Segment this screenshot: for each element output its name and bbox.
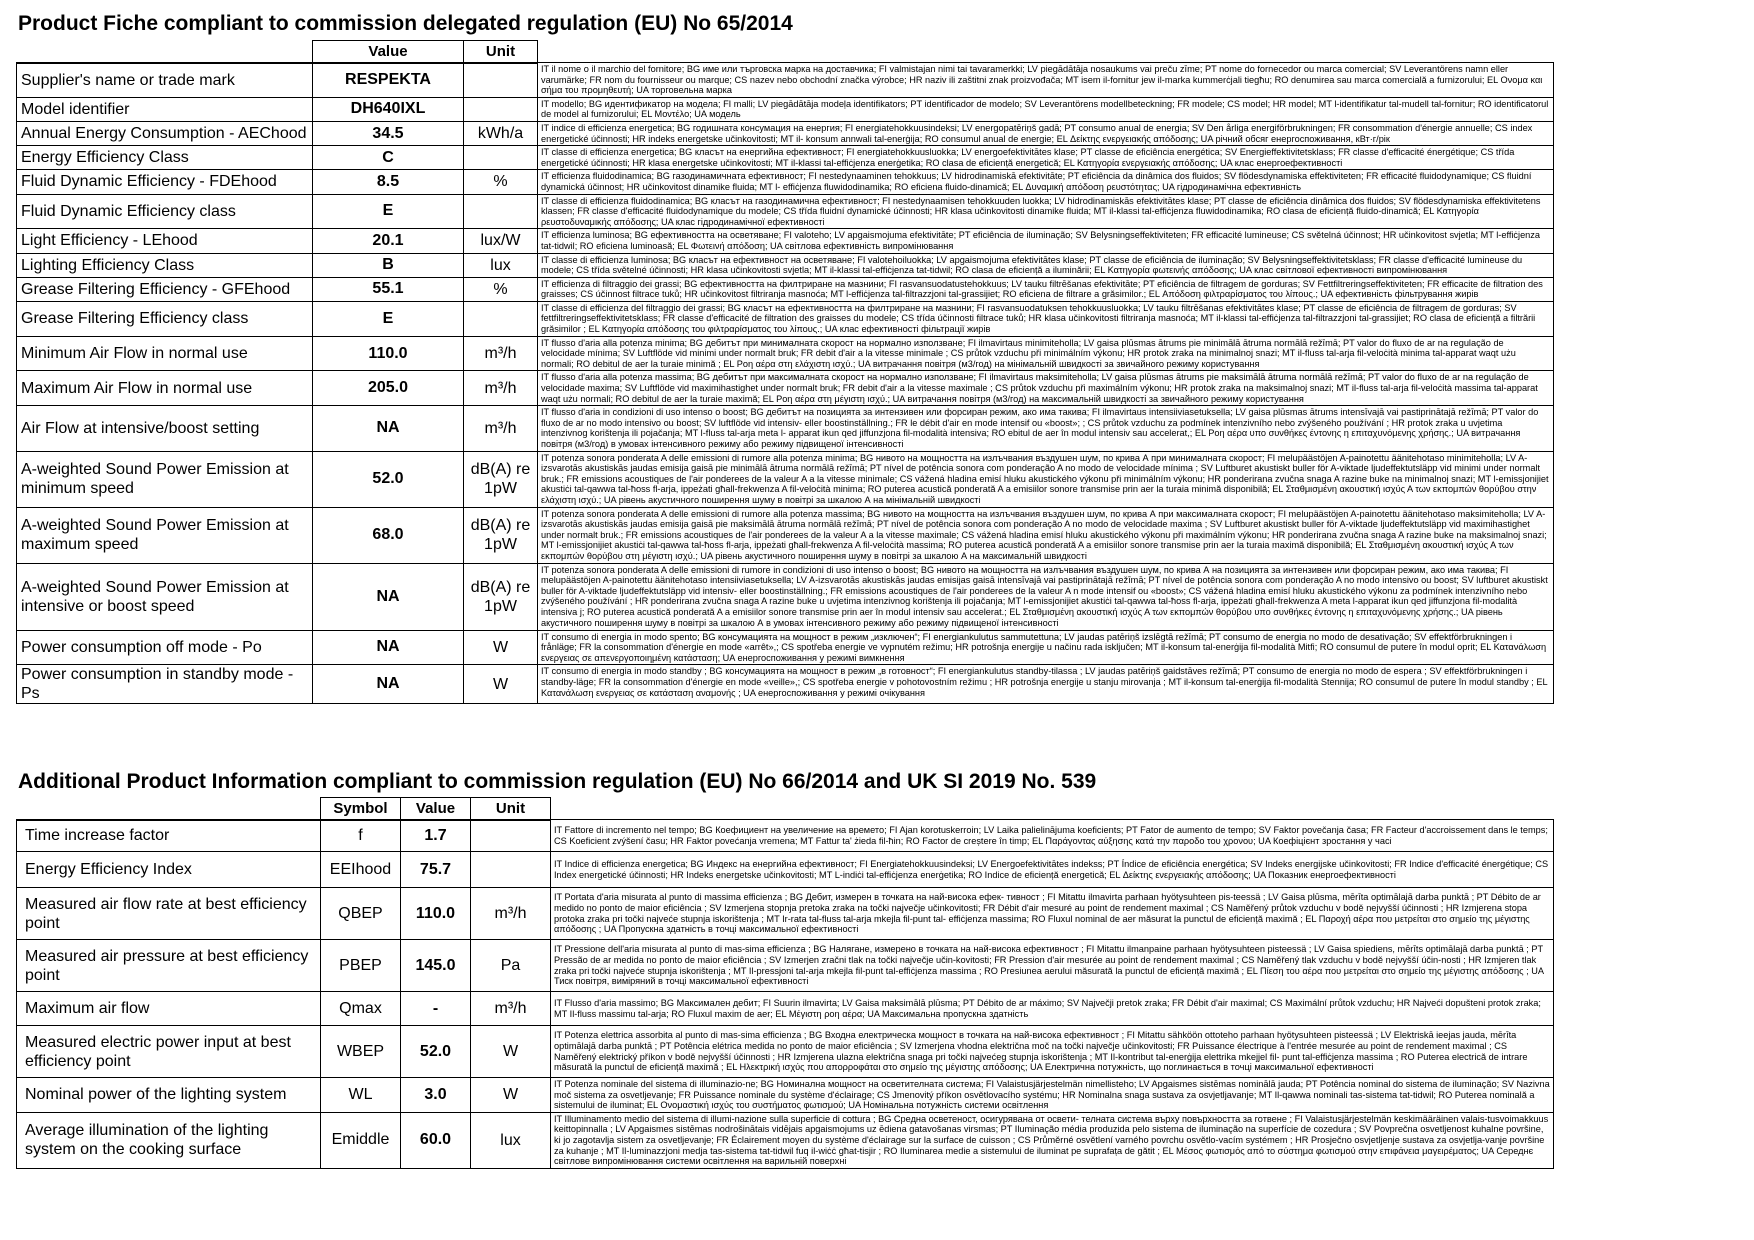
row-symbol: PBEP (321, 940, 401, 992)
row-label: Supplier's name or trade mark (17, 63, 313, 98)
row-unit: W (464, 630, 538, 665)
row-value: 110.0 (401, 888, 471, 940)
row-translations: IT consumo di energia in modo spento; BG консумацията на мощност в режим „изключен“; FI energiankulutus sammutettuna; LV jaudas patēriņš izslēgtā režīmā; PT consumo de energia no modo de desativação; SV effektförbrukningen i frånläge; FR la consommation d'énergie en mode «arrêt»,; CS spotřeba energie ve vypnutém režimu; HR potrošnja energije u načinu rada isključen; MT il-konsum tal-enerġija fil-modalità Mitfi; RO consumul de putere în modul oprit; EL Κατανάλωση ενεργειας σε απενεργοποιημένη κατάσταση; UA енергоспоживання у режимі вимкнення (538, 630, 1554, 665)
row-unit (464, 146, 538, 170)
table-row (17, 507, 1554, 563)
row-translations: IT Flusso d'aria massimo; BG Максимален дебит; FI Suurin ilmavirta; LV Gaisa maksimālā plūsma; PT Débito de ar máximo; SV Največji pretok zraka; FR Débit d'air maximal; CS Maximální průtok vzduchu; HR Najveći dopušteni protok zraka; MT Il-fluss massimu tal-arja; RO Fluxul maxim de aer; EL Μέγιστη ροη αέρα; UA Максимальна пропускна здатність (551, 992, 1554, 1026)
row-value: 55.1 (313, 277, 464, 301)
row-translations: IT Indice di efficienza energetica; BG Индекс на енергийна ефективност; FI Energiatehokkuusindeksi; LV Energoefektivitātes indekss; PT Índice de eficiência energética; SV Indeks energijske učinkovitosti; FR Indice d'efficacité énergétique; CS Index energetické účinnosti; HR Indeks energetske učinkovitosti; MT L-indiċi tal-effiċjenza enerġetika; RO Indice de eficiență energetică; EL Δείκτης ενεργειακής απόδοσης; UA Показник енергоефективності (551, 852, 1554, 888)
table-row (17, 146, 1554, 170)
row-translations: IT flusso d'aria alla potenza massima; BG дебитът при максималната скорост на нормално използване; FI ilmavirtaus maksimiteholla; LV gaisa plūsmas ātrums pie maksimālā ātruma normālā režīmā; PT valor do fluxo de ar na regulação de velocidade maxima; SV Luftflöde vid maximihastighet under normalt bruk; FR debit d'air a la vitesse maximale ; CS průtok vzduchu při maximálním výkonu; HR protok zraka na maksimalnoj snazi; MT il-fluss tal-arja fil-veloċità massima tal-apparat waqt użu normali; RO debitul de aer la turaie maximă; EL Ροη αέρα στη μέγιστη ισχύ.; UA витрачання повітря (м3/год) на максимальній швидкості за звичайного режиму користування (538, 371, 1554, 406)
row-value: NA (313, 630, 464, 665)
row-translations: IT Fattore di incremento nel tempo; BG Коефициент на увеличение на времето; FI Ajan korotuskerroin; LV Laika palielinājuma koeficients; PT Fator de aumento de tempo; SV Faktor povečanja časa; FR Facteur d'accroissement dans le temps; CS Koeficient zvýšení času; HR Faktor povećanja vremena; MT Fattur ta' żieda fil-ħin; RO Factor de creștere în timp; EL Παράγοντας αύξησης κατά την παροδο του χρονου; UA Коефіцієнт зростання у часі (551, 820, 1554, 852)
table-row (17, 665, 1554, 704)
row-label: Maximum Air Flow in normal use (17, 371, 313, 406)
row-symbol: WL (321, 1078, 401, 1113)
product-fiche-table (16, 40, 1554, 704)
row-label: Power consumption off mode - Po (17, 630, 313, 665)
row-translations: IT Potenza nominale del sistema di illuminazio-ne; BG Номинална мощност на осветителната система; FI Valaistusjärjestelmän nimellisteho; LV Apgaismes sistēmas nominālā jauda; PT Potência nominal do sistema de iluminação; SV Nazivna moč sistema za osvetljevanje; FR Puissance nominale du système d'éclairage; CS Jmenovitý příkon osvětlovacího systému; HR Nominalna snaga sustava za osvjetljavanje; MT Il-qawwa nominali tas-sistema tat-tidwil; RO Puterea nominală a sistemului de iluminat; EL Ονομαστική ισχύς του συστήματος φωτισμού; UA Номінальна потужність системи освітлення (551, 1078, 1554, 1113)
table-row (17, 630, 1554, 665)
row-value: RESPEKTA (313, 63, 464, 98)
row-label: Nominal power of the lighting system (17, 1078, 321, 1113)
table-row (17, 121, 1554, 145)
table-row (17, 940, 1554, 992)
row-translations: IT efficienza fluidodinamica; BG газодинамичната ефективност; FI nestedynaaminen tehokkuus; LV hidrodinamiskā efektivitāte; PT eficiência da dinâmica dos fluidos; SV flödesdynamiska effektiviteten; FR efficacité fluidodynamique; CS fluidní dynamická účinnost; HR učinkovitost dinamike fluida; MT l- effiċjenza fluwidodinamika; RO eficiena fluido-dinamică; EL Δυναμική απόδοση ρευστότητας; UA гідродинамічна ефективність (538, 170, 1554, 194)
row-value: DH640IXL (313, 97, 464, 121)
row-value: 110.0 (313, 336, 464, 371)
table-row (17, 301, 1554, 336)
row-unit (471, 820, 551, 852)
row-translations: IT potenza sonora ponderata A delle emissioni di rumore in condizioni di uso intenso o boost; BG нивото на мощността на излъчвания въздушен шум, по крива А на позицията за интензивен или форсиран режим, ако има такива; FI melupäästöjen A-painotettu äänitehotaso intensiiviasetuksella; LV A-izsvarotās akustiskās jaudas emisijas gaisā intensīvajā vai pastiprinātajā režīmā; PT nível de potência sonora com ponderação A no modo intensivo ou boost; SV luftburet akustiskt buller för A-viktade ljudeffektutsläpp vid intensiv- eller boostinställning.; FR emissions acoustiques de l'air ponderees de la valeur A n mode intensif ou «boost»; CS vážená hladina emisí hluku akustického výkonu za podmínek intenzivního nebo zvýšeného používání ; HR ponderirana zvučna snaga A razine buke u uvjetima intenzivnog korištenja ili pojačanja; MT l-emissjonijiet akustiċi tal-qawwa tal-ħoss fl-arja, ippeżati għall-frekwenza A meta l-apparat ikun qed jiffunzjona fil-modalità intensiva j; RO puterea acustică ponderată A a emisiilor sonore transmise prin aer în modul intensiv sau accelerat.; EL Σταθμισμένη ακουστική ισχύς Α των εκπομπών θορύβου υπο συνθήκες έντονης η επιταχυνόμενης χρήσης.; UA рівень акустичного поширення шуму в повітрі за шкалою А в умовах інтенсивного режиму або режиму підвищеної інтенсивності (538, 563, 1554, 630)
row-label: A-weighted Sound Power Emission at minimum speed (17, 451, 313, 507)
row-unit: lux/W (464, 229, 538, 253)
table-row (17, 194, 1554, 229)
row-label: Power consumption in standby mode - Ps (17, 665, 313, 704)
row-unit (471, 852, 551, 888)
table-row (17, 63, 1554, 98)
row-label: Measured electric power input at best efficiency point (17, 1026, 321, 1078)
row-label: Energy Efficiency Index (17, 852, 321, 888)
row-symbol: Emiddle (321, 1112, 401, 1168)
row-translations: IT efficienza di filtraggio dei grassi; BG ефективността на филтриране на мазнини; FI rasvansuodatustehokkuus; LV tauku filtrēšanas efektivitāte; PT eficiência de filtragem de gorduras; SV Fettfiltreringseffektiviteten; FR efficacite de filtration des graisses; CS účinnost filtrace tuků; HR učinkovitost filtriranja masnoća; MT l-effiċjenza tal-filtrazzjoni tal-grassijiet; RO eficiena de filtrare a grăsimilor.; EL Απόδοση φιλτραρίσματος του λίπους.; UA ефективність фільтрування жирів (538, 277, 1554, 301)
row-value: E (313, 301, 464, 336)
table-row (17, 820, 1554, 852)
row-label: Minimum Air Flow in normal use (17, 336, 313, 371)
row-symbol: EEIhood (321, 852, 401, 888)
row-value: 75.7 (401, 852, 471, 888)
row-unit: m³/h (464, 336, 538, 371)
row-unit: % (464, 170, 538, 194)
row-unit: lux (471, 1112, 551, 1168)
row-value: 52.0 (313, 451, 464, 507)
row-unit: dB(A) re 1pW (464, 451, 538, 507)
row-value: 68.0 (313, 507, 464, 563)
row-unit: m³/h (471, 888, 551, 940)
header-unit: Unit (471, 798, 551, 820)
row-unit: kWh/a (464, 121, 538, 145)
fiche-header-row (17, 41, 1554, 63)
row-value: NA (313, 406, 464, 451)
row-label: Time increase factor (17, 820, 321, 852)
table-row (17, 253, 1554, 277)
row-unit: dB(A) re 1pW (464, 563, 538, 630)
row-unit (464, 301, 538, 336)
row-unit (464, 194, 538, 229)
table-row (17, 1078, 1554, 1113)
table-row (17, 451, 1554, 507)
table-row (17, 97, 1554, 121)
table-row (17, 229, 1554, 253)
row-label: Air Flow at intensive/boost setting (17, 406, 313, 451)
row-unit: dB(A) re 1pW (464, 507, 538, 563)
row-unit: m³/h (471, 992, 551, 1026)
table-row (17, 371, 1554, 406)
row-label: Energy Efficiency Class (17, 146, 313, 170)
row-value: NA (313, 665, 464, 704)
additional-info-title: Additional Product Information compliant to commission regulation (EU) No 66/2014 and UK SI 2019 No. 539 (18, 770, 1097, 793)
row-translations: IT indice di efficienza energetica; BG годишната консумация на енергия; FI energiatehokkuusindeksi; LV energopatēriņš gadā; PT consumo anual de energia; SV Den årliga energiförbrukningen; FR consommation d'énergie annuelle; CS index energetické účinnosti; HR indeks energetske učinkovitosti; MT il- konsum annwali tal-enerġija; RO consumul anual de energie; EL Δείκτης ενεργειακής απόδοσης; UA річний обсяг енергоспоживання, кВт·г/рік (538, 121, 1554, 145)
header-symbol: Symbol (321, 798, 401, 820)
fiche-title: Product Fiche compliant to commission delegated regulation (EU) No 65/2014 (18, 12, 793, 35)
row-translations: IT Portata d'aria misurata al punto di massima efficienza ; BG Дебит, измерен в точката на най-висока ефек- тивност ; FI Mitattu ilmavirta parhaan hyötysuhteen pis-teessä ; LV Gaisa plūsma, mērīta optimālajā darba punktā ; PT Débito de ar medido no ponto de maior eficiência ; SV Izmerjena stopnja pretoka zraka na točki največje učinkovitosti; FR Débit d'air mesuré au point de rendement maximal ; CS Naměřený průtok vzduchu v bodě nejvyšší účinnosti ; HR Izmjerena stopa protoka zraka pri točki najveće stupnja iskorištenja ; MT Ir-rata tal-fluss tal-arja mkejla fil-punt tal- effiċjenza massima; RO Fluxul nominal de aer măsurat la punctul de eficiență maximă ; EL Παροχή αέρα που μετρείται στο σημείο της μέγιστης απόδοσης ; UA Пропускна здатність в точці максимальної ефективності (551, 888, 1554, 940)
row-translations: IT flusso d'aria alla potenza minima; BG дебитът при минималната скорост на нормално използване; FI ilmavirtaus minimiteholla; LV gaisa plūsmas ātrums pie minimālā ātruma normālā režīmā; PT valor do fluxo de ar na regulação de velocidade mínima; SV Luftflöde vid minimi under normalt bruk; FR debit d'air a la vitesse minimale ; CS průtok vzduchu při minimálním výkonu; HR protok zraka na minimalnoj snazi; MT il-fluss tal-arja fil-veloċità minima tal-apparat waqt użu normali; RO debitul de aer la turaie minimă ; EL Ροη αέρα στη ελάχιστη ισχύ.; UA витрачання повітря (м3/год) на мінімальній швидкості за звичайного режиму користування (538, 336, 1554, 371)
table-row (17, 1026, 1554, 1078)
row-value: NA (313, 563, 464, 630)
row-label: Grease Filtering Efficiency class (17, 301, 313, 336)
row-label: Grease Filtering Efficiency - GFEhood (17, 277, 313, 301)
row-translations: IT Illuminamento medio del sistema di illumi-nazione sulla superficie di cottura ; BG Средна осветеност, осигурявана от освети- телната система върху повърхността за готвене ; FI Valaistusjärjestelmän keskimääräinen valais-tusvoimakkuus keittopinnalla ; LV Apgaismes sistēmas nodrošinātais vidējais apgaismojums uz ēdiena gatavošanas virsmas; PT Iluminação média produzida pelo sistema de iluminação na superfície de cozedura ; SV Povprečna osvetljenost kuhalne površine, ki jo zagotavlja sistem za osvetljevanje; FR Éclairement moyen du système d'éclairage sur la surface de cuisson ; CS Průměrné osvětlení varného povrchu osvětlo-vacím systémem ; HR Prosječno osvjetljenje sustava za osvjetlja-vanje površine za kuhanje ; MT Il-luminazzjoni medja tas-sistema tat-tidwil fuq il-wiċċ għat-tisjir ; RO Iluminarea medie a sistemului de iluminat pe suprafața de gătit ; EL Μέσος φωτισμός από το σύστημα φωτισμού στην επιφάνεια μαγειρέματος; UA Середнє світлове випромінювання системи освітлення на варильній поверхні (551, 1112, 1554, 1168)
row-translations: IT il nome o il marchio del fornitore; BG име или търговска марка на доставчика; FI valmistajan nimi tai tavaramerkki; LV piegādātāja nosaukums vai preču zīme; PT nome do fornecedor ou marca comercial; SV Leverantörens namn eller varumärke; FR nom du fournisseur ou marque; CS nazev nebo obchodní značka výrobce; HR naziv ili zaštitni znak proizvođača; MT isem il-fornitur jew il-marka kummerċjali tiegħu; RO denumirea sau marca comercială a furnizorului; EL Ονομα και σήμα του προμηθευτή; UA торговельна марка (538, 63, 1554, 98)
row-unit (464, 97, 538, 121)
table-row (17, 277, 1554, 301)
row-translations: IT modello; BG идентификатор на модела; FI malli; LV piegādātāja modeļa identifikators; PT identificador de modelo; SV Leverantörens modellbeteckning; FR modele; CS model; HR model; MT l-identifikatur tal-mudell tal-fornitur; RO identificatorul de model al furnizorului; EL Μοντέλο; UA модель (538, 97, 1554, 121)
row-translations: IT classe di efficienza del filtraggio dei grassi; BG класът на ефективността на филтриране на мазнини; FI rasvansuodatuksen tehokkuusluokka; LV tauku filtrēšanas efektivitātes klase; PT classe de eficiência de filtragem de gorduras; SV fettfiltreringseffektivitetsklass; FR classe d'efficacité de filtration des graisses du modele; CS třída účinnosti filtrace tuků; HR klasa učinkovitosti filtriranja masnoća; MT il-klassi tal-effiċjenza tal-filtrazzjoni tal-grassijiet; RO clasa de eficiență a filtrării grăsimilor ; EL Κατηγορία απόδοσης του φιλτραρίσματος του λίπους.; UA клас ефективності фільтрації жирів (538, 301, 1554, 336)
table-row (17, 336, 1554, 371)
row-value: C (313, 146, 464, 170)
row-unit: W (471, 1078, 551, 1113)
row-label: Light Efficiency - LEhood (17, 229, 313, 253)
row-value: B (313, 253, 464, 277)
row-label: Fluid Dynamic Efficiency - FDEhood (17, 170, 313, 194)
row-value: E (313, 194, 464, 229)
row-unit: m³/h (464, 406, 538, 451)
row-translations: IT consumo di energia in modo standby ; BG консумацията на мощност в режим „в готовност“; FI energiankulutus standby-tilassa ; LV jaudas patēriņš gaidstāves režīmā; PT consumo de energia no modo de espera ; SV effektförbrukningen i standby-läge; FR la consommation d'énergie en mode «veille»,; CS spotřeba energie v pohotovostním režimu ; HR potrošnja energije u stanju mirovanja ; MT il-konsum tal-enerġija fil-modalità Stennija; RO consumul de putere în modul standby ; EL Κατανάλωση ενεργειας σε κατάσταση αναμονής ; UA енергоспоживання у режимі очікування (538, 665, 1554, 704)
row-value: 1.7 (401, 820, 471, 852)
row-value: 8.5 (313, 170, 464, 194)
header-value: Value (401, 798, 471, 820)
row-label: Average illumination of the lighting system on the cooking surface (17, 1112, 321, 1168)
table-row (17, 170, 1554, 194)
row-translations: IT Pressione dell'aria misurata al punto di mas-sima efficienza ; BG Налягане, измерено в точката на най-висока ефективност ; FI Mitattu ilmanpaine parhaan hyötysuhteen pisteessä ; LV Gaisa spiediens, mērīts optimālajā darba punktā ; PT Pressão de ar medida no ponto de maior eficiência ; SV Izmerjen zračni tlak na točki največje učin-kovitosti; FR Pression d'air mesurée au point de rendement maximal ; CS Naměřený tlak vzduchu v bodě nejvyšší účin-nosti ; HR Izmjeren tlak zraka pri točki najveće stupnja iskorištenja ; MT Il-pressjoni tal-arja mkejla fil-punt tal-effiċjenza massima ; RO Presiunea aerului măsurată la punctul de eficiență maximă ; EL Πίεση του αέρα που μετρείται στο σημείο της μέγιστης απόδοσης ; UA Тиск повітря, виміряний в точці максимальної ефективності (551, 940, 1554, 992)
row-value: 34.5 (313, 121, 464, 145)
row-value: 60.0 (401, 1112, 471, 1168)
row-value: 52.0 (401, 1026, 471, 1078)
row-translations: IT potenza sonora ponderata A delle emissioni di rumore alla potenza minima; BG нивото на мощността на излъчвания въздушен шум, по крива А при минималната скорост; FI melupäästöjen A-painotettu äänitehotaso minimiteholla; LV A-izsvarotās akustiskās jaudas emisija gaisā pie minimālā ātruma normālā režīmā; PT nível de potência sonora com ponderação A no modo de velocidade mínima ; SV Luftburet akustiskt buller för A-viktade ljudeffektutsläpp vid minimi under normalt bruk.; FR emissions acoustiques de l'air ponderees de la valeur A a la vitesse minimale; CS vážená hladina emisí hluku akustického výkonu při minimálním výkonu; HR ponderirana zvučna snaga A razine buke na minimalnoj snazi; MT l-emissjonijiet akustiċi tal-qawwa tal-ħoss fl-arja, ippeżati għall-frekwenza A fil-veloċità minima; RO puterea acustică ponderată A a emisiilor sonore transmise prin aer la turaia minimă disponibilă; EL Σταθμισμένη ακουστική ισχύς Α των εκπομπών θορύβου στην ελάχιστη ισχύ.; UA рівень акустичного поширення шуму в повітрі за шкалою А на мінімальній швидкості (538, 451, 1554, 507)
table-row (17, 1112, 1554, 1168)
row-symbol: WBEP (321, 1026, 401, 1078)
row-value: 20.1 (313, 229, 464, 253)
table-row (17, 406, 1554, 451)
row-value: 3.0 (401, 1078, 471, 1113)
row-label: Annual Energy Consumption - AEChood (17, 121, 313, 145)
row-unit: % (464, 277, 538, 301)
additional-info-table (16, 797, 1554, 1169)
row-value: 145.0 (401, 940, 471, 992)
row-translations: IT efficienza luminosa; BG ефективността на осветяване; FI valoteho; LV apgaismojuma efektivitāte; PT eficiência de iluminação; SV Belysningseffektiviteten; FR efficacité lumineuse; CS světelná účinnost; HR učinkovitost svjetla; MT l-effiċjenza tat-tidwil; RO eficiena luminoasă; EL Φωτεινή απόδοση; UA світлова ефективність випромінювання (538, 229, 1554, 253)
row-label: Maximum air flow (17, 992, 321, 1026)
row-label: Measured air flow rate at best efficiency point (17, 888, 321, 940)
row-label: A-weighted Sound Power Emission at intensive or boost speed (17, 563, 313, 630)
row-unit: W (464, 665, 538, 704)
table-row (17, 563, 1554, 630)
row-translations: IT classe di efficienza fluidodinamica; BG класът на газодинамична ефективност; FI nestedynaamisen tehokkuuden luokka; LV hidrodinamiskās efektivitātes klase; PT classe de eficiência dinâmica dos fluidos; SV flödesdynamiska effektivitetens klassen; FR classe d'efficacité fluidodynamique du modele; CS třída fluidní dynamické účinnosti; HR klasa učinkovitosti dinamike fluida; MT il-klassi tal-effiċjenza fluwidodinamika; RO clasa de eficiență fluido-dinamică; EL Κατηγορία ρευστοδυναμικής απόδοσης; UA клас гідродинамічної ефективності (538, 194, 1554, 229)
row-label: Lighting Efficiency Class (17, 253, 313, 277)
row-label: Fluid Dynamic Efficiency class (17, 194, 313, 229)
header-value: Value (313, 41, 464, 63)
row-symbol: f (321, 820, 401, 852)
row-label: Measured air pressure at best efficiency point (17, 940, 321, 992)
row-label: A-weighted Sound Power Emission at maximum speed (17, 507, 313, 563)
header-unit: Unit (464, 41, 538, 63)
row-label: Model identifier (17, 97, 313, 121)
row-value: - (401, 992, 471, 1026)
row-translations: IT flusso d'aria in condizioni di uso intenso o boost; BG дебитът на позицията за интензивен или форсиран режим, ако има такива; FI ilmavirtaus intensiiviasetuksella; LV gaisa plūsmas ātrums intensīvajā vai pastiprinātajā režīmā; PT valor do fluxo de ar no modo intensivo ou boost; SV luftflöde vid intensiv- eller boostinställning.; FR le débit d'air en mode intensif ou «boost»; ; CS průtok vzduchu za podmínek intenzivního nebo zvýšeného používání ; HR protok zraka u uvjetima intenzivnog korištenja ili pojačanja; MT l-fluss tal-arja meta l- apparat ikun qed jiffunzjona fil-modalità intensiva; RO ebitul de aer în modul intensiv sau accelerat,; EL Ροη αέρα υπο συνθήκες έντονης η επιταχυνόμενης χρήσης.; UA витрачання повітря (м3/год) в умовах інтенсивного режиму або режиму підвищеної інтенсивності (538, 406, 1554, 451)
table-row (17, 888, 1554, 940)
row-unit: m³/h (464, 371, 538, 406)
row-translations: IT classe di efficienza luminosa; BG класът на ефективност на осветяване; FI valotehoiluokka; LV apgaismojuma efektivitātes klase; PT classe de eficiência de iluminação; SV Belysningseffektivitetsklass; FR classe d'efficacité lumineuse du modele; CS třída světelné účinnosti; HR klasa učinkovitosti svjetla; MT il-klassi tal-effiċjenza tat-tidwil; RO clasa de eficiență a iluminării; EL Κατηγορία φωτεινής απόδοσης; UA клас світлової ефективності випромінювання (538, 253, 1554, 277)
row-symbol: Qmax (321, 992, 401, 1026)
table-row (17, 852, 1554, 888)
row-translations: IT potenza sonora ponderata A delle emissioni di rumore alla potenza massima; BG нивото на мощността на излъчвания въздушен шум, по крива А при максималната скорост; FI melupäästöjen A-painotettu äänitehotaso maksimiteholla; LV A-izsvarotās akustiskās jaudas emisija gaisā pie maksimālā ātruma normālā režīmā; PT nível de potência sonora com ponderação A no modo de velocidade maxima ; SV Luftburet akustiskt buller för A-viktade ljudeffektutsläpp vid maximihastighet under normalt bruk.; FR emissions acoustiques de l'air ponderees de la valeur A a la vitesse maximale; CS vážená hladina emisí hluku akustického výkonu při maximálním výkonu; HR ponderirana zvučna snaga A razine buke na maksimalnoj snazi; MT l-emissjonijiet akustiċi tal-qawwa tal-ħoss fl-arja, ippeżati għall-frekwenza A fil-veloċità massima; RO puterea acustică ponderată A a emisiilor sonore transmise prin aer la turaia maximă disponibilă; EL Σταθμισμένη ακουστική ισχύς Α των εκπομπών θορύβου στη μέγιστη ισχύ.; UA рівень акустичного поширення шуму в повітрі за шкалою А на максимальній швидкості (538, 507, 1554, 563)
row-value: 205.0 (313, 371, 464, 406)
row-symbol: QBEP (321, 888, 401, 940)
row-translations: IT Potenza elettrica assorbita al punto di mas-sima efficienza ; BG Входна електрическа мощност в точката на най-висока ефективност ; FI Mitattu sähköön ottoteho parhaan hyötysuhteen pisteessä ; LV Elektriskā ieejas jauda, mērīta optimālajā darba punktā ; PT Potência elétrica medida no ponto de maior eficiência ; SV Izmerjena vhodna električna moč na točki največje učinkovitosti; FR Puissance électrique à l'entrée mesurée au point de rendement maximal ; CS Naměřený elektrický příkon v bodě nejvyšší účinnosti ; HR Izmjerena ulazna električna snaga pri točki najvećeg stupnja iskorištenja ; MT Il-kontribut tal-enerġija elettrika mkejjel fil- punt tal-effiċjenza massima ; RO Puterea electrică de intrare măsurată la punctul de eficiență maximă ; EL Ηλεκτρική ισχύς που απορροφάται στο σημείο της μέγιστης απόδοσης; UA Електрична потужність, що поглинається в точці максимальної ефективності (551, 1026, 1554, 1078)
row-unit: Pa (471, 940, 551, 992)
row-unit (464, 63, 538, 98)
row-translations: IT classe di efficienza energetica; BG класът на енергийна ефективност; FI energiatehokkuusluokka; LV energoefektivitātes klase; PT classe de eficiência energética; SV Energieffektivitetsklass; FR classe d'efficacité énergétique; CS třída energetické účinnosti; HR klasa energetske učinkovitosti; MT il-klassi tal-effiċjenza enerġetika; RO clasa de eficiență energetică; EL Κατηγορία ενεργειακής απόδοσης; UA клас енергоефективності (538, 146, 1554, 170)
row-unit: lux (464, 253, 538, 277)
table-row (17, 992, 1554, 1026)
row-unit: W (471, 1026, 551, 1078)
additional-header-row (17, 798, 1554, 820)
